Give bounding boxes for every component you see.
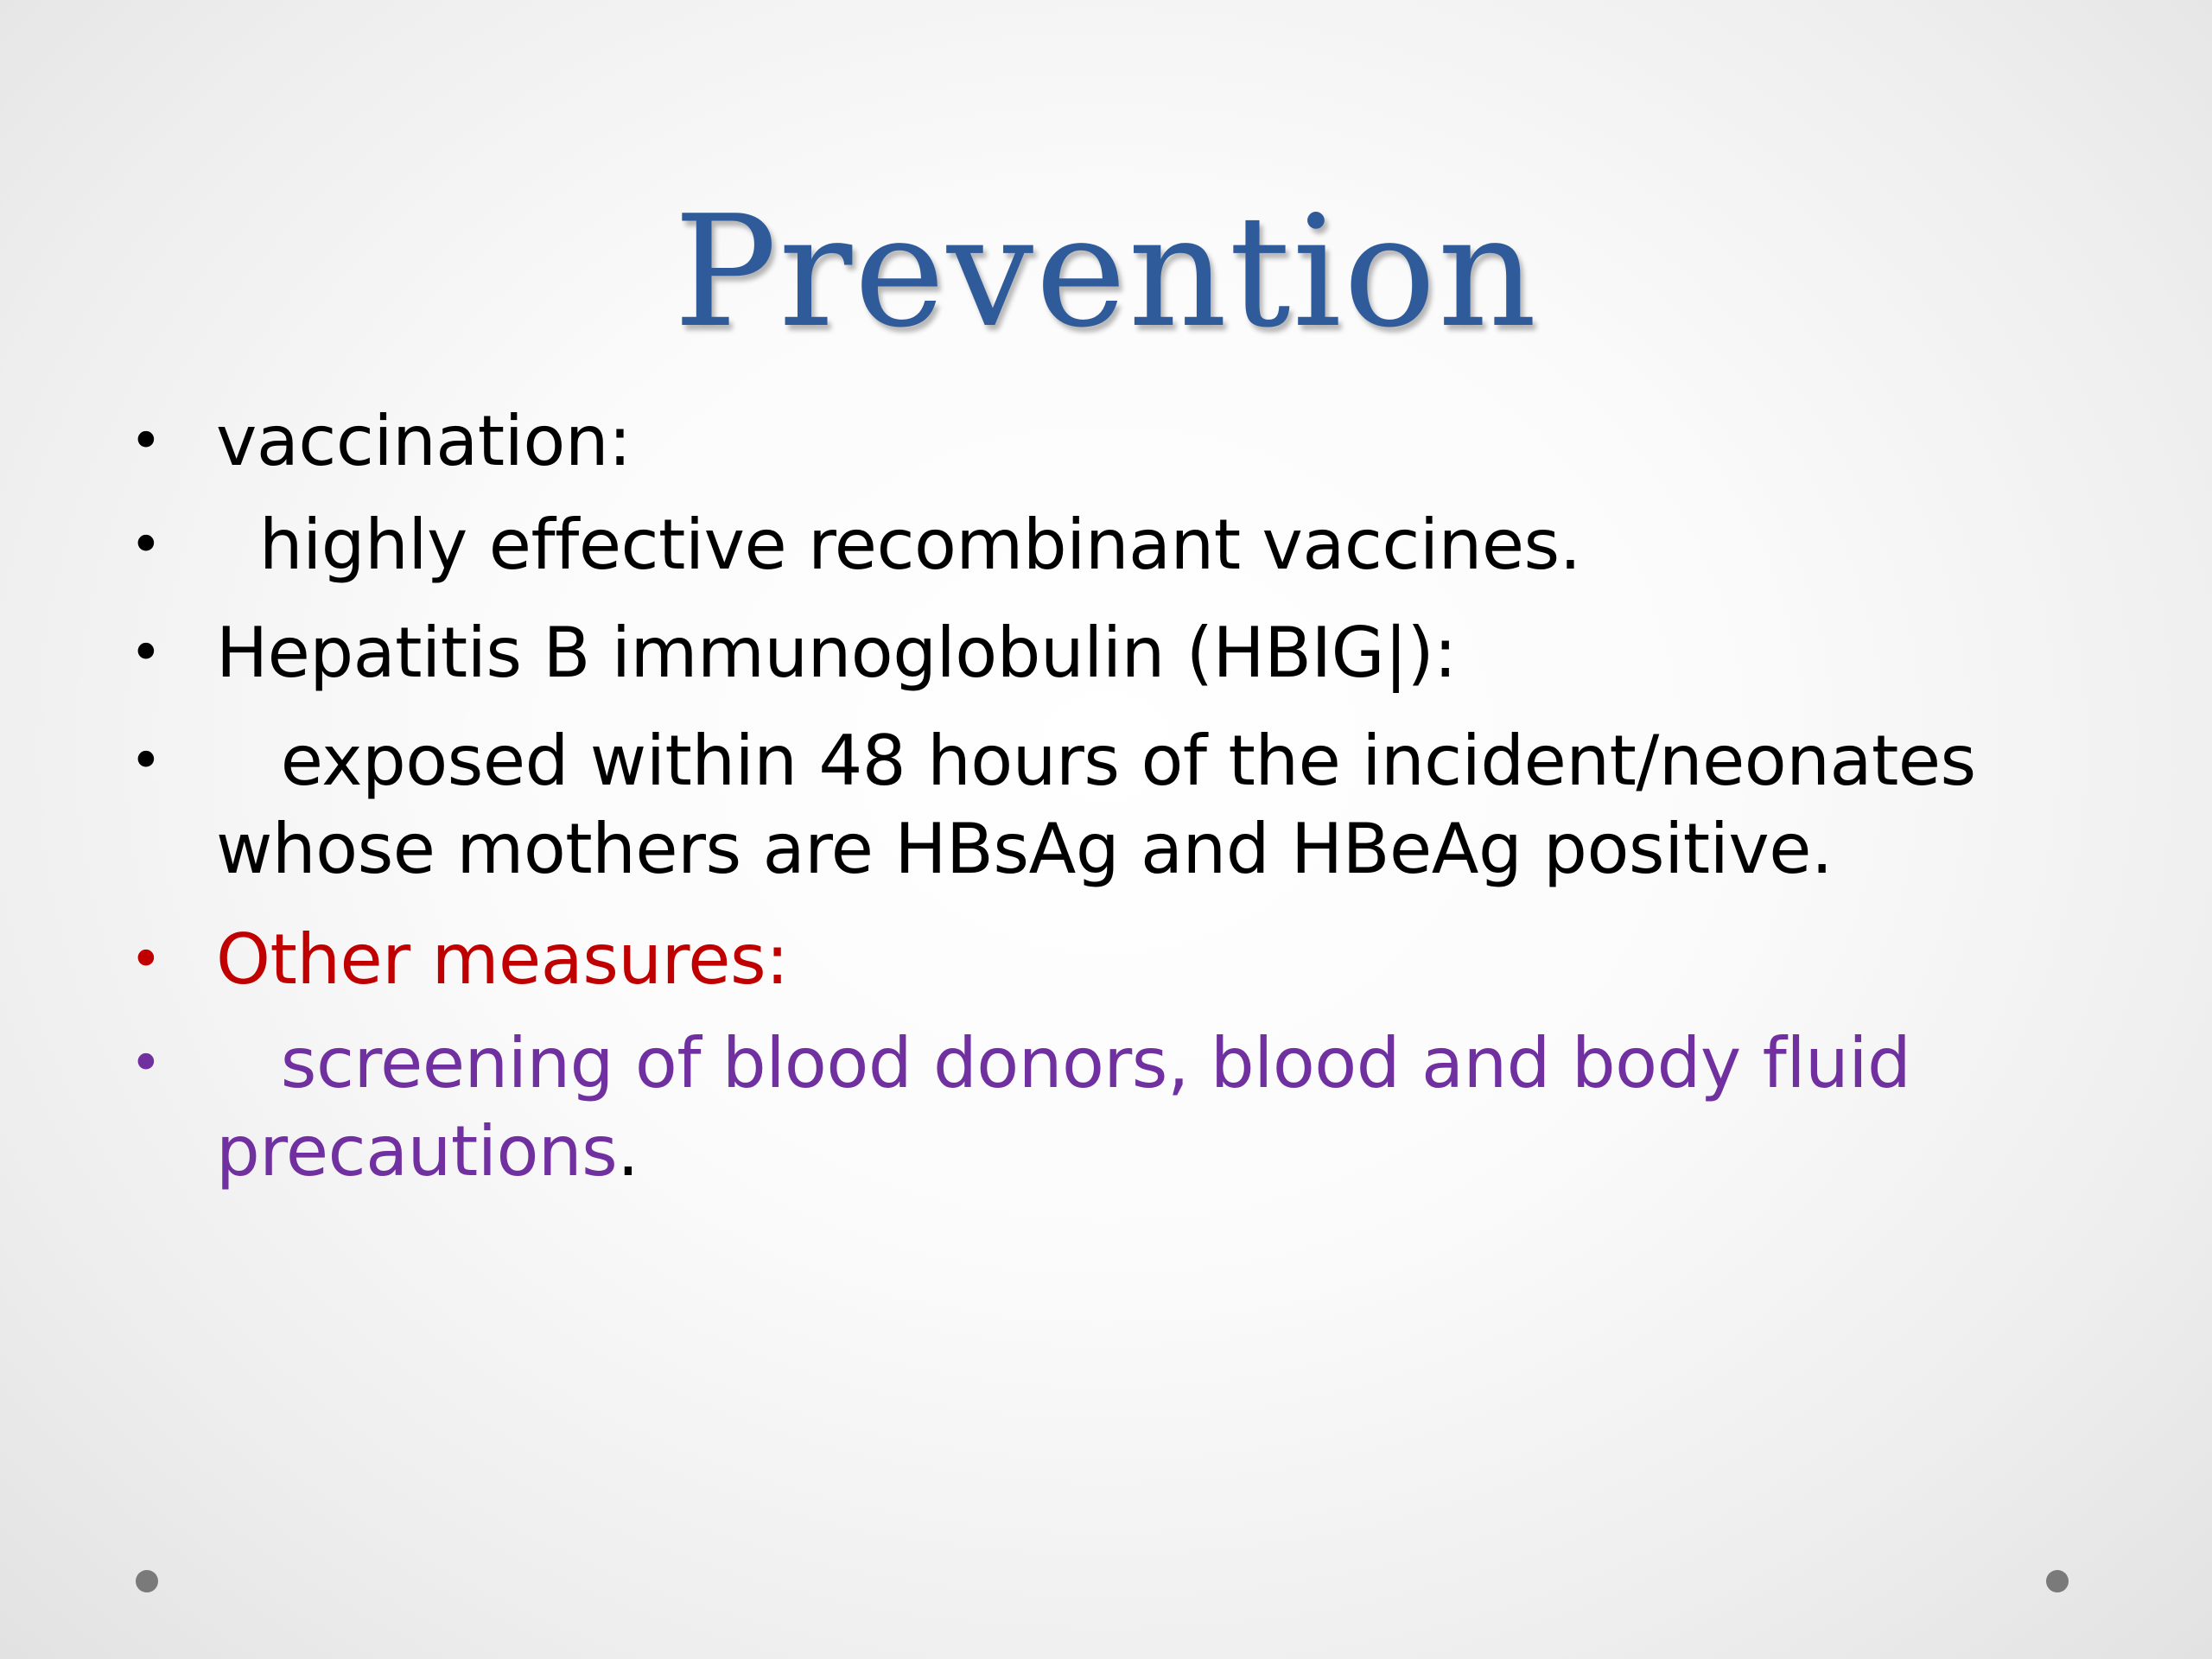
bullet-marker: • (130, 1032, 162, 1096)
bullet-marker: • (130, 410, 162, 474)
bullet-marker: • (130, 729, 162, 793)
bullet-text: highly effective recombinant vaccines. (216, 505, 1581, 585)
bullet-text: Other measures: (216, 919, 789, 1000)
bullet-marker: • (130, 513, 162, 577)
bullet-marker: • (130, 928, 162, 992)
slide-title: Prevention (673, 182, 1539, 361)
bullet-text: vaccination: (216, 401, 632, 481)
bullet-text: Hepatitis B immunoglobulin (HBIG|): (216, 613, 1457, 693)
bullet-marker: • (130, 621, 162, 685)
bullet-text: exposed within 48 hours of the incident/neonates whose mothers are HBsAg and HBeAg positive. (216, 721, 1998, 889)
screening-text: screening of blood donors, blood and body fluid precautions (216, 1023, 1933, 1192)
dot-icon (2046, 1570, 2069, 1592)
dot-icon (136, 1570, 158, 1592)
period: . (617, 1111, 639, 1192)
bullet-text (216, 1020, 2082, 1196)
